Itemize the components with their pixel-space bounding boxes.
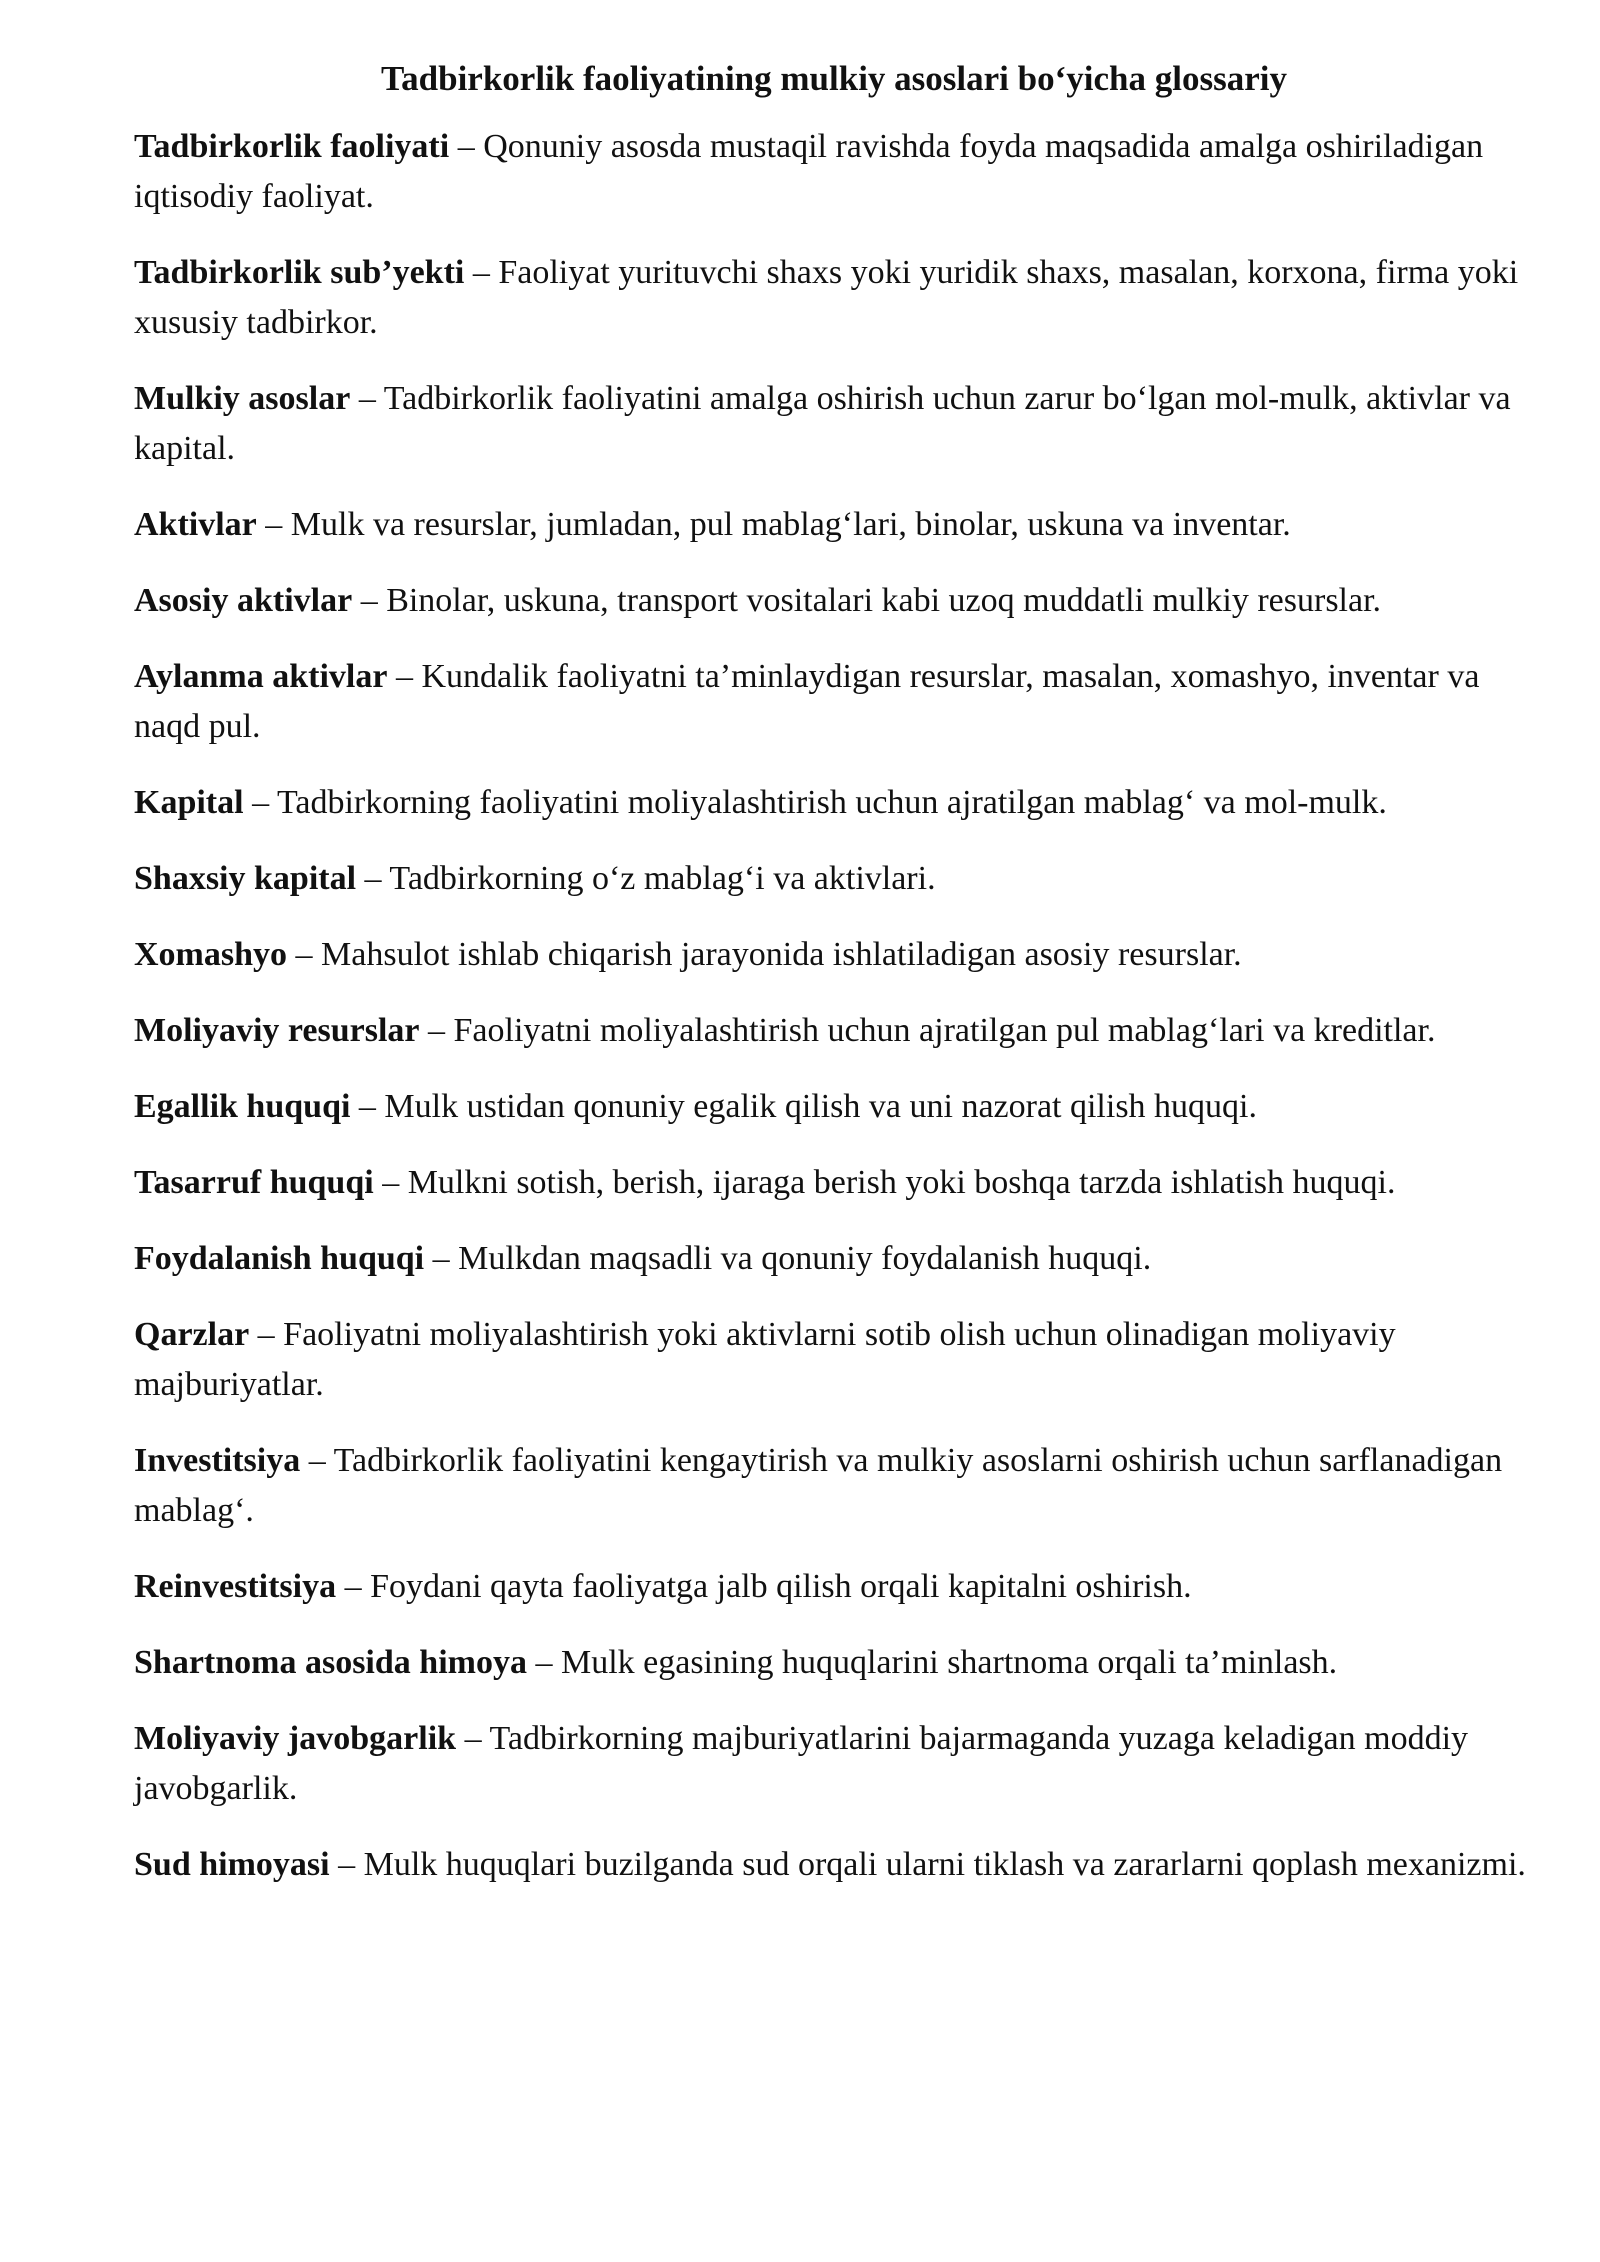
- glossary-entry: [134, 652, 1534, 752]
- glossary-definition: Qonuniy asosda mustaqil ravishda foyda maqsadida amalga oshiriladigan iqtisodiy faoliyat.: [134, 128, 1484, 215]
- glossary-term: Tasarruf huquqi: [134, 1164, 374, 1201]
- term-separator: –: [300, 1442, 334, 1479]
- glossary-term: Aylanma aktivlar: [134, 658, 388, 695]
- glossary-term: Asosiy aktivlar: [134, 582, 353, 619]
- glossary-definition: Mulkni sotish, berish, ijaraga berish yoki boshqa tarzda ishlatish huquqi.: [407, 1164, 1396, 1201]
- glossary-definition: Mulk va resurslar, jumladan, pul mablag‘lari, binolar, uskuna va inventar.: [290, 506, 1291, 543]
- glossary-definition: Mulk huquqlari buzilganda sud orqali ularni tiklash va zararlarni qoplash mexanizmi.: [363, 1846, 1526, 1883]
- term-separator: –: [256, 506, 291, 543]
- term-separator: –: [387, 658, 422, 695]
- glossary-definition: Tadbirkorning majburiyatlarini bajarmaganda yuzaga keladigan moddiy javobgarlik.: [134, 1720, 1469, 1807]
- glossary-definition: Mulk ustidan qonuniy egalik qilish va uni nazorat qilish huquqi.: [384, 1088, 1257, 1125]
- glossary-term: Egallik huquqi: [134, 1088, 351, 1125]
- glossary-entry: [134, 1436, 1534, 1536]
- glossary-term: Xomashyo: [134, 936, 288, 973]
- glossary-term: Investitsiya: [134, 1442, 301, 1479]
- glossary-term: Kapital: [134, 784, 244, 821]
- glossary-term: Mulkiy asoslar: [134, 380, 351, 417]
- term-separator: –: [373, 1164, 408, 1201]
- glossary-term: Shartnoma asosida himoya: [134, 1644, 527, 1681]
- term-separator: –: [424, 1240, 459, 1277]
- term-separator: –: [419, 1012, 454, 1049]
- term-separator: –: [249, 1316, 284, 1353]
- glossary-entry: [134, 1562, 1534, 1612]
- glossary-entry: [134, 1840, 1534, 1890]
- glossary-definition: Binolar, uskuna, transport vositalari kabi uzoq muddatli mulkiy resurslar.: [386, 582, 1382, 619]
- glossary-term: Sud himoyasi: [134, 1846, 330, 1883]
- glossary-entry: [134, 576, 1534, 626]
- glossary-definition: Tadbirkorning o‘z mablag‘i va aktivlari.: [389, 860, 936, 897]
- glossary-entry: [134, 1714, 1534, 1814]
- glossary-term: Shaxsiy kapital: [134, 860, 357, 897]
- glossary-definition: Mulkdan maqsadli va qonuniy foydalanish huquqi.: [458, 1240, 1152, 1277]
- glossary-term: Reinvestitsiya: [134, 1568, 337, 1605]
- glossary-definition: Tadbirkorlik faoliyatini kengaytirish va mulkiy asoslarni oshirish uchun sarflanadigan mablag‘.: [134, 1442, 1503, 1529]
- term-separator: –: [449, 128, 484, 165]
- term-separator: –: [456, 1720, 490, 1757]
- glossary-definition: Tadbirkorning faoliyatini moliyalashtirish uchun ajratilgan mablag‘ va mol-mulk.: [276, 784, 1387, 821]
- term-separator: –: [243, 784, 277, 821]
- glossary-term: Tadbirkorlik sub’yekti: [134, 254, 465, 291]
- glossary-entry: [134, 930, 1534, 980]
- glossary-term: Moliyaviy resurslar: [134, 1012, 420, 1049]
- term-separator: –: [356, 860, 390, 897]
- term-separator: –: [526, 1644, 561, 1681]
- term-separator: –: [464, 254, 499, 291]
- document-title: Tadbirkorlik faoliyatining mulkiy asoslari bo‘yicha glossariy: [381, 59, 1287, 98]
- glossary-entry: [134, 1158, 1534, 1208]
- document-page: [134, 54, 1534, 1916]
- glossary-term: Moliyaviy javobgarlik: [134, 1720, 457, 1757]
- term-separator: –: [287, 936, 322, 973]
- glossary-list: [134, 122, 1534, 1890]
- glossary-entry: [134, 778, 1534, 828]
- glossary-entry: [134, 500, 1534, 550]
- term-separator: –: [329, 1846, 364, 1883]
- glossary-term: Tadbirkorlik faoliyati: [134, 128, 450, 165]
- term-separator: –: [350, 1088, 385, 1125]
- glossary-definition: Mulk egasining huquqlarini shartnoma orqali ta’minlash.: [560, 1644, 1338, 1681]
- glossary-entry: [134, 1006, 1534, 1056]
- glossary-definition: Faoliyat yurituvchi shaxs yoki yuridik shaxs, masalan, korxona, firma yoki xususiy tadbirkor.: [134, 254, 1519, 341]
- glossary-definition: Faoliyatni moliyalashtirish yoki aktivlarni sotib olish uchun olinadigan moliyaviy majburiyatlar.: [134, 1316, 1396, 1403]
- glossary-term: Qarzlar: [134, 1316, 250, 1353]
- glossary-definition: Mahsulot ishlab chiqarish jarayonida ishlatiladigan asosiy resurslar.: [321, 936, 1242, 973]
- glossary-entry: [134, 1310, 1534, 1410]
- glossary-entry: [134, 1082, 1534, 1132]
- term-separator: –: [352, 582, 387, 619]
- glossary-term: Aktivlar: [134, 506, 257, 543]
- glossary-entry: [134, 1638, 1534, 1688]
- glossary-entry: [134, 248, 1534, 348]
- term-separator: –: [350, 380, 384, 417]
- glossary-entry: [134, 374, 1534, 474]
- glossary-term: Foydalanish huquqi: [134, 1240, 425, 1277]
- glossary-definition: Tadbirkorlik faoliyatini amalga oshirish uchun zarur bo‘lgan mol-mulk, aktivlar va kapital.: [134, 380, 1511, 467]
- glossary-definition: Faoliyatni moliyalashtirish uchun ajratilgan pul mablag‘lari va kreditlar.: [453, 1012, 1436, 1049]
- glossary-entry: [134, 1234, 1534, 1284]
- term-separator: –: [336, 1568, 371, 1605]
- glossary-entry: [134, 854, 1534, 904]
- glossary-entry: [134, 122, 1534, 222]
- glossary-definition: Foydani qayta faoliyatga jalb qilish orqali kapitalni oshirish.: [370, 1568, 1192, 1605]
- glossary-definition: Kundalik faoliyatni ta’minlaydigan resurslar, masalan, xomashyo, inventar va naqd pul.: [134, 658, 1480, 745]
